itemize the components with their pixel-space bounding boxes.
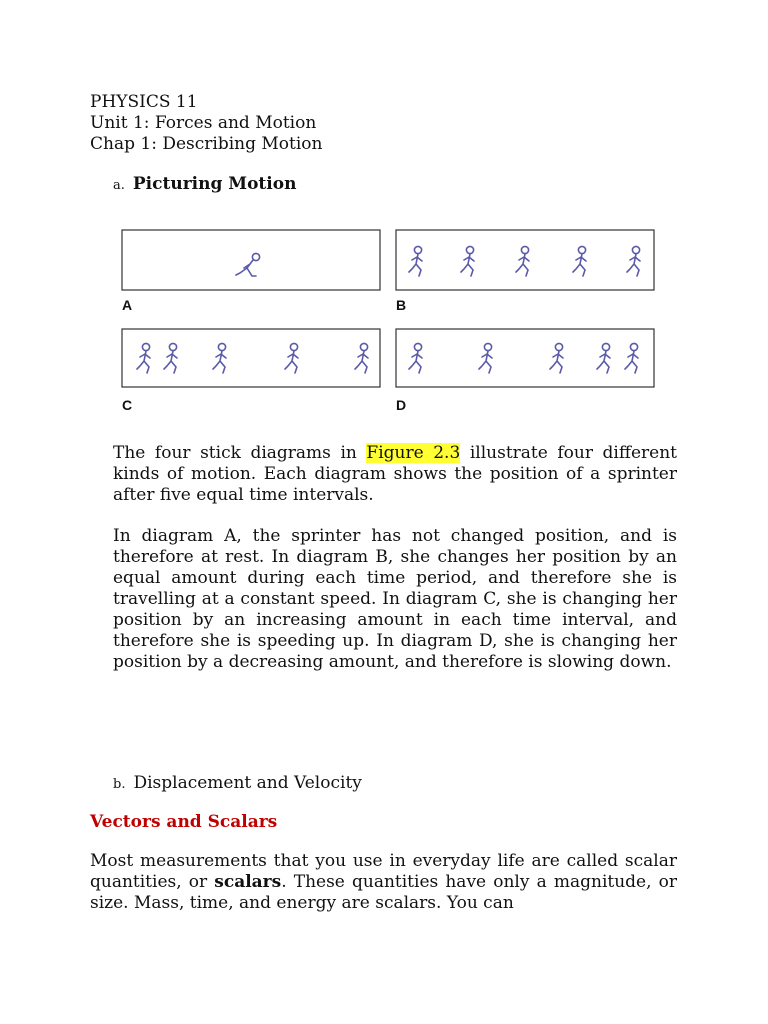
course-title: PHYSICS 11 [90,92,198,112]
section-a-heading [113,173,296,197]
panel-c-frame [122,329,380,387]
document-header [90,92,322,155]
section-marker: b. [113,777,126,792]
chapter-title: Chap 1: Describing Motion [90,134,323,154]
diagram-explanation-paragraph: In diagram A, the sprinter has not changed position, and is therefore at rest. In diagram B, she changes her position by an equal amount during each time period, and therefore she is travelling at a constant speed. In diagram C, she is changing her position by an increasing amount in each time interval, and therefore she is speeding up. In diagram D, she is changing her position by a decreasing amount, and therefore is slowing down. [113,526,677,672]
section-title: Picturing Motion [132,174,297,194]
section-b-heading [113,772,362,796]
stick-diagram-svg [118,226,658,416]
panel-b-label: B [396,297,407,313]
figure-reference-highlight: Figure 2.3 [366,443,461,463]
panel-d-frame [396,329,654,387]
panel-b-frame [396,230,654,290]
vectors-scalars-heading: Vectors and Scalars [90,812,278,832]
section-marker: a. [113,178,125,193]
panel-c-label: C [122,397,133,413]
para-text: illustrate four different kinds of motion. Each diagram shows the position of a sprinter after five equal time intervals. [113,443,677,505]
unit-title: Unit 1: Forces and Motion [90,113,317,133]
scalars-paragraph [90,851,677,914]
scalars-term: scalars [214,872,282,892]
panel-a-frame [122,230,380,290]
panel-a-label: A [122,297,133,313]
motion-diagram-figure [118,226,658,416]
para-text: . These quantities have only a magnitude, or size. Mass, time, and energy are scalars. You can [90,872,677,913]
para-text: The four stick diagrams in [113,443,367,463]
para-text: Most measurements that you use in everyday life are called scalar quantities, or [90,851,677,892]
figure-description-paragraph [113,443,677,506]
panel-d-label: D [396,397,407,413]
section-title: Displacement and Velocity [133,773,362,793]
